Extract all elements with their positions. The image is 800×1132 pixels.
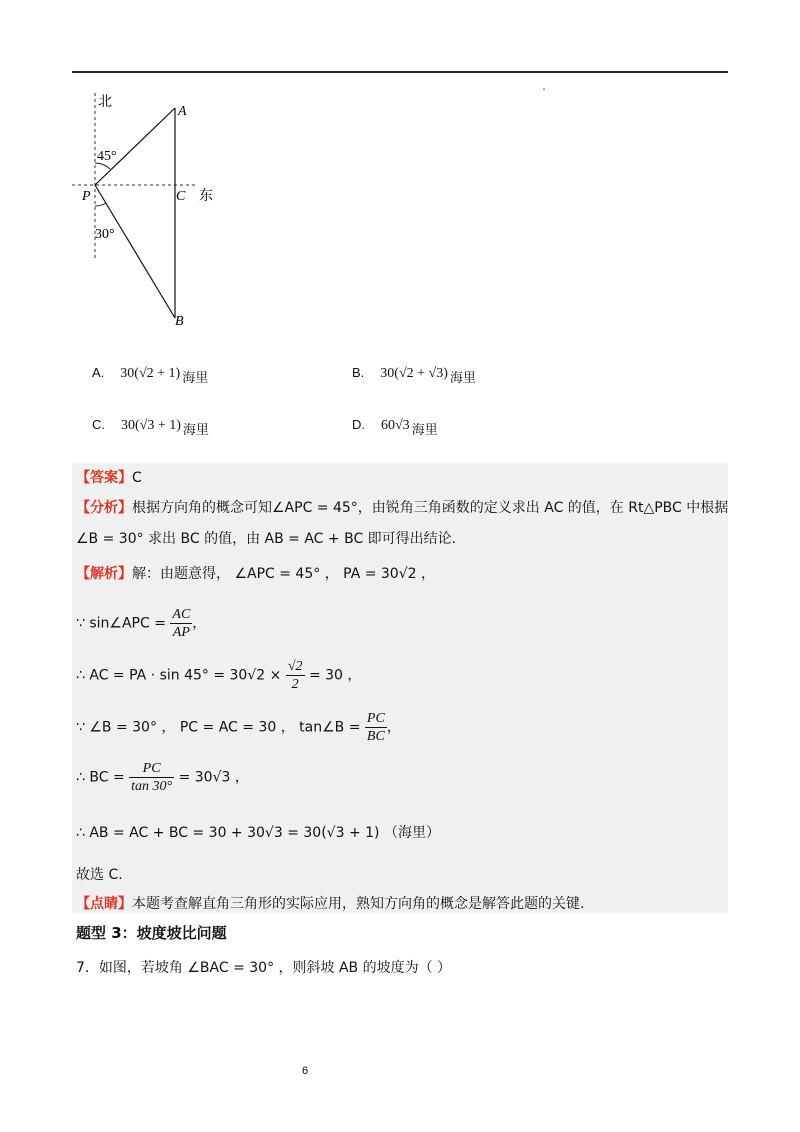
step1-num: AC <box>172 607 191 622</box>
step3-b: ， <box>386 719 401 736</box>
step1-fraction <box>170 606 192 641</box>
step4-a: ∴ BC = <box>76 769 125 786</box>
step4-den: tan 30° <box>131 779 173 794</box>
step3-den: BC <box>366 729 385 744</box>
comment-tag: 【点睛】 <box>76 896 132 912</box>
choose-text: 故选 C. <box>76 867 123 883</box>
analysis-tag: 【分析】 <box>76 500 132 516</box>
question-7: 7．如图，若坡角 ∠BAC = 30° ，则斜坡 AB 的坡度为（ ） <box>76 960 452 976</box>
solution-intro: 解：由题意得， ∠APC = 45° ， PA = 30√2 ， <box>132 566 435 582</box>
segment-PA <box>95 108 175 185</box>
section-heading: 题型 3：坡度坡比问题 <box>76 924 227 942</box>
comment-line <box>76 893 584 913</box>
option-a-unit: 海里 <box>182 371 209 386</box>
solution-step-3 <box>76 710 401 745</box>
solution-intro-line <box>76 563 435 583</box>
step4-b: = 30√3 ， <box>178 769 249 786</box>
solution-step-5 <box>76 822 440 842</box>
option-c[interactable] <box>92 417 209 438</box>
option-a-expr: 30(√2 + 1) <box>120 366 181 381</box>
option-c-unit: 海里 <box>182 423 209 438</box>
step2-fraction <box>286 658 305 693</box>
point-A-label: A <box>178 104 187 119</box>
step3-a: ∵ ∠B = 30° ， PC = AC = 30 ， tan∠B = <box>76 719 361 736</box>
option-d[interactable] <box>352 417 438 438</box>
analysis-line-1 <box>76 497 728 517</box>
direction-figure <box>60 88 230 338</box>
east-label: 东 <box>199 188 213 204</box>
north-label: 北 <box>98 94 112 110</box>
analysis-text-2: ∠B = 30° 求出 BC 的值，由 AB = AC + BC 即可得出结论. <box>76 531 457 547</box>
top-rule <box>72 71 728 73</box>
option-c-expr: 30(√3 + 1) <box>121 418 181 433</box>
option-b-letter: B. <box>352 365 365 380</box>
step2-den: 2 <box>291 677 299 692</box>
stray-dot <box>543 88 545 90</box>
answer-tag: 【答案】 <box>76 470 132 486</box>
step1-suffix: ， <box>192 615 207 632</box>
point-P-label: P <box>82 189 91 204</box>
answer-line <box>76 467 142 487</box>
step2-num: √2 <box>287 659 303 674</box>
step3-fraction <box>365 710 387 745</box>
solution-step-2 <box>76 658 361 693</box>
option-d-expr: 60√3 <box>381 418 410 433</box>
point-C-label: C <box>176 189 186 204</box>
segment-PB <box>95 185 175 318</box>
option-d-unit: 海里 <box>411 423 438 438</box>
solution-step-4 <box>76 760 249 795</box>
page-number: 6 <box>302 1065 309 1077</box>
solution-tag: 【解析】 <box>76 566 132 582</box>
solution-choose <box>76 864 123 884</box>
angle-30-label: 30° <box>95 227 115 242</box>
step1-prefix: ∵ sin∠APC = <box>76 615 166 632</box>
analysis-text-1: 根据方向角的概念可知∠APC = 45°，由锐角三角函数的定义求出 AC 的值，在 Rt△PBC 中根据 <box>132 500 729 516</box>
point-B-label: B <box>175 314 184 329</box>
comment-text: 本题考查解直角三角形的实际应用，熟知方向角的概念是解答此题的关键. <box>132 896 585 912</box>
step4-fraction <box>129 760 174 795</box>
step3-num: PC <box>366 711 385 726</box>
angle-45-label: 45° <box>97 149 117 164</box>
solution-step-1 <box>76 606 206 641</box>
angle-arc-30 <box>95 203 106 206</box>
analysis-line-2 <box>76 528 456 548</box>
answer-value: C <box>132 470 142 486</box>
step2-a: ∴ AC = PA · sin 45° = 30√2 × <box>76 667 282 684</box>
step5-text: ∴ AB = AC + BC = 30 + 30√3 = 30(√3 + 1) （海里） <box>76 825 440 841</box>
step1-den: AP <box>172 625 190 640</box>
option-c-letter: C. <box>92 417 105 432</box>
step4-num: PC <box>129 760 174 778</box>
option-a[interactable] <box>92 365 208 386</box>
option-a-letter: A. <box>92 365 105 380</box>
option-b-expr: 30(√2 + √3) <box>380 366 448 381</box>
option-b[interactable] <box>352 365 476 386</box>
step2-b: = 30 ， <box>308 667 362 684</box>
option-b-unit: 海里 <box>449 371 476 386</box>
option-d-letter: D. <box>352 417 365 432</box>
